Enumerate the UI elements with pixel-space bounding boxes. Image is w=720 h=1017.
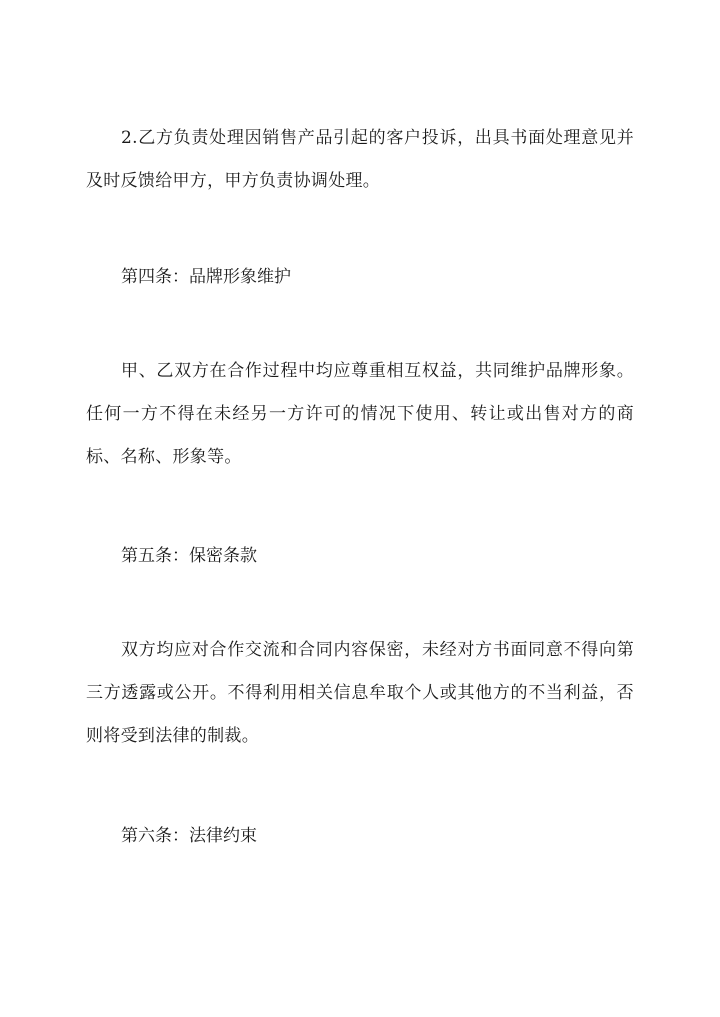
article-5-paragraph: 双方均应对合作交流和合同内容保密，未经对方书面同意不得向第三方透露或公开。不得利用相关信息牟取个人或其他方的不当利益，否则将受到法律的制裁。 [86, 640, 634, 746]
article-5-heading: 第五条：保密条款 [121, 546, 257, 566]
clause-paragraph-complaints: 2.乙方负责处理因销售产品引起的客户投诉，出具书面处理意见并及时反馈给甲方，甲方负责协调处理。 [86, 128, 634, 191]
article-4-heading: 第四条：品牌形象维护 [121, 267, 291, 287]
article-6-heading: 第六条：法律约束 [121, 826, 257, 846]
article-4-paragraph: 甲、乙双方在合作过程中均应尊重相互权益，共同维护品牌形象。任何一方不得在未经另一方许可的情况下使用、转让或出售对方的商标、名称、形象等。 [86, 361, 634, 467]
